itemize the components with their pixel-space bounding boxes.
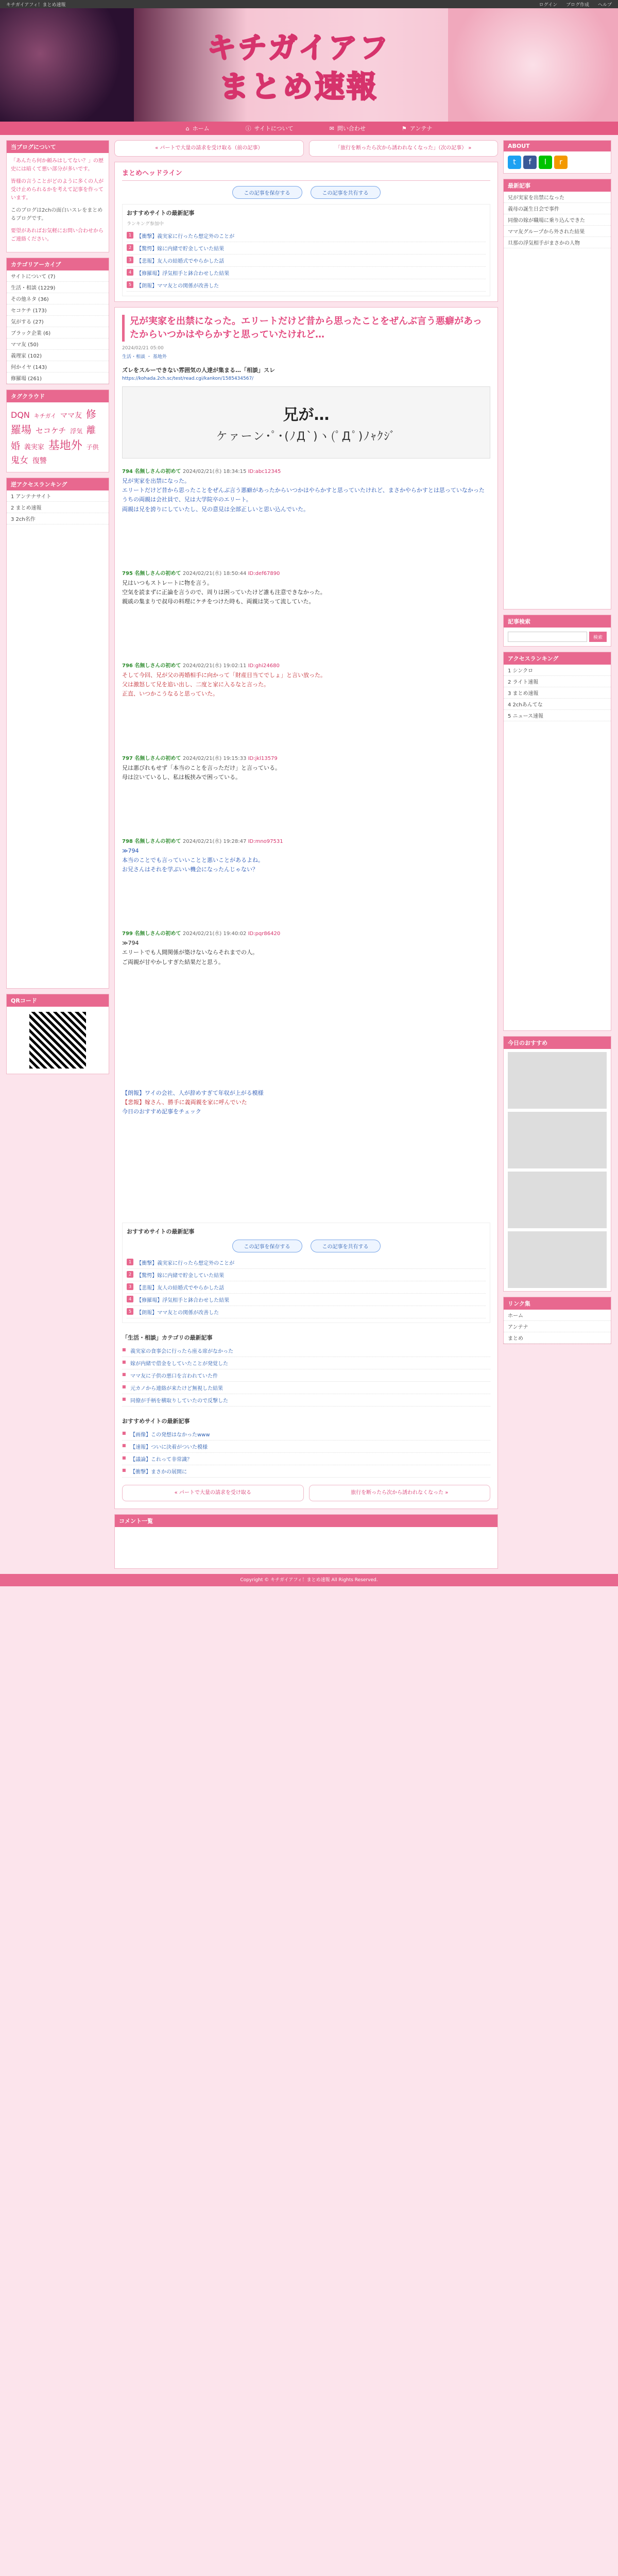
about-text: このブログは2chの面白いスレをまとめるブログです。 bbox=[11, 208, 103, 222]
top-link[interactable]: ヘルプ bbox=[597, 2, 612, 8]
recommend-sub: ランキング参加中 bbox=[127, 222, 164, 227]
main-content bbox=[114, 140, 498, 1569]
rank-badge: 1 bbox=[127, 232, 133, 239]
thread-post bbox=[122, 754, 490, 782]
rank-badge: 4 bbox=[127, 1296, 133, 1302]
qr-code-image bbox=[29, 1012, 86, 1069]
recommend-box bbox=[122, 204, 490, 296]
access-ranking-item[interactable]: 2 ライト速報 bbox=[504, 676, 611, 687]
recent-box bbox=[503, 179, 611, 609]
related-item[interactable]: ■ 義実家の食事会に行ったら座る席がなかった bbox=[122, 1345, 490, 1357]
top-bar bbox=[0, 0, 618, 8]
mail-icon: ✉ bbox=[329, 125, 334, 132]
access-ranking-item[interactable]: 1 シンクロ bbox=[504, 665, 611, 676]
search-title: 記事検索 bbox=[504, 615, 611, 628]
pickup-title: 今日のおすすめ bbox=[504, 1037, 611, 1049]
ranking-item[interactable]: 3 2ch名作 bbox=[7, 513, 109, 524]
rank-badge: 5 bbox=[127, 1308, 133, 1315]
facebook-icon[interactable]: f bbox=[523, 156, 537, 169]
rss-icon[interactable]: r bbox=[554, 156, 568, 169]
ranking-item[interactable]: 2 まとめ速報 bbox=[7, 502, 109, 513]
article-eyecatch bbox=[122, 386, 490, 459]
link-item[interactable]: ホーム bbox=[504, 1310, 611, 1321]
rank-badge: 2 bbox=[127, 1271, 133, 1278]
pickup-thumbnail[interactable] bbox=[508, 1112, 607, 1168]
link-list-item[interactable]: ■ 【速報】ついに決着がついた模様 bbox=[122, 1440, 490, 1453]
post-body: 兄は悪びれもせず「本当のことを言っただけ」と言っている。 母は泣いているし、私は板挟みで困っている。 bbox=[122, 764, 281, 781]
tag-link[interactable]: DQN bbox=[11, 410, 30, 420]
related-item[interactable]: ■ 嫁が内緒で借金をしていたことが発覚した bbox=[122, 1357, 490, 1369]
thread-post bbox=[122, 569, 490, 606]
comments-title: コメント一覧 bbox=[115, 1515, 497, 1527]
header-decoration-left bbox=[0, 8, 134, 122]
recommend-item[interactable]: 1 【衝撃】義実家に行ったら想定外のことが bbox=[127, 230, 486, 242]
qr-box-title: QRコード bbox=[7, 994, 109, 1007]
link-list bbox=[122, 1417, 490, 1478]
related-item[interactable]: ■ 同僚が手柄を横取りしていたので反撃した bbox=[122, 1394, 490, 1406]
pickup-thumbnail[interactable] bbox=[508, 1172, 607, 1228]
headline-box bbox=[114, 162, 498, 302]
home-icon: ⌂ bbox=[185, 125, 190, 132]
link-item[interactable]: アンテナ bbox=[504, 1321, 611, 1332]
share-article-button[interactable]: この記事を共有する bbox=[311, 186, 381, 199]
site-header bbox=[0, 8, 618, 122]
prev-article-link[interactable]: « パートで大量の請求を受け取る（前の記事） bbox=[114, 140, 304, 157]
thread-post bbox=[122, 929, 490, 967]
tag-link[interactable]: 鬼女 bbox=[11, 455, 28, 466]
category-item[interactable]: 義理家 (102) bbox=[7, 350, 109, 361]
recent-title: 最新記事 bbox=[504, 179, 611, 192]
access-ranking-title: アクセスランキング bbox=[504, 652, 611, 665]
about-text: 「あんたら何か頼みはしてない？」の歴史には暗くて悪い部分が多いです。 bbox=[11, 158, 104, 172]
about-box-title: 当ブログについて bbox=[7, 141, 109, 153]
link-list-item[interactable]: ■ 【衝撃】まさかの展開に bbox=[122, 1465, 490, 1478]
ranking-item[interactable]: 1 アンテナサイト bbox=[7, 490, 109, 502]
recommend-item[interactable]: 4 【修羅場】浮気相手と鉢合わせした結果 bbox=[127, 1294, 486, 1306]
recommend-item[interactable]: 1 【衝撃】義実家に行ったら想定外のことが bbox=[127, 1257, 486, 1269]
pickup-thumbnail[interactable] bbox=[508, 1231, 607, 1288]
top-bar-title: キチガイアフィ！まとめ速報 bbox=[6, 2, 66, 8]
link-item[interactable]: まとめ bbox=[504, 1332, 611, 1344]
thread-post bbox=[122, 467, 490, 514]
category-item[interactable]: サイトについて (7) bbox=[7, 270, 109, 282]
nav-item-about[interactable]: ⓘ サイトについて bbox=[245, 125, 294, 132]
about-text: 皆様の言うことがどのように多くの人が受け止められるかを考えて記事を作っています。 bbox=[11, 179, 104, 201]
tag-link[interactable]: 子供 bbox=[86, 444, 99, 451]
about-box bbox=[6, 140, 109, 252]
recent-item[interactable]: 旦那の浮気相手がまさかの人物 bbox=[504, 237, 611, 248]
recommend-item[interactable]: 4 【修羅場】浮気相手と鉢合わせした結果 bbox=[127, 267, 486, 279]
recommend-item[interactable]: 2 【驚愕】嫁に内緒で貯金していた結果 bbox=[127, 242, 486, 255]
link-list-item[interactable]: ■ 【画像】この発想はなかったwww bbox=[122, 1428, 490, 1440]
category-box bbox=[6, 258, 109, 384]
recommend-item[interactable]: 5 【朗報】ママ友との関係が改善した bbox=[127, 279, 486, 292]
top-link[interactable]: ブログ作成 bbox=[566, 2, 590, 8]
recent-item[interactable]: ママ友グループから外された結果 bbox=[504, 226, 611, 237]
search-input[interactable] bbox=[508, 632, 587, 642]
category-box-title: カテゴリアーカイブ bbox=[7, 258, 109, 270]
header-decoration-right bbox=[448, 8, 618, 122]
tag-link[interactable]: 基地外 bbox=[48, 439, 82, 452]
post-header: 798 名無しさんの初めて 2024/02/21(水) 19:28:47 ID:mno97531 bbox=[122, 838, 283, 844]
ranking-spacer bbox=[7, 524, 109, 988]
social-icons bbox=[504, 151, 611, 173]
qr-box bbox=[6, 994, 109, 1074]
access-ranking-item[interactable]: 4 2chあんてな bbox=[504, 699, 611, 710]
tag-link[interactable]: セコケチ bbox=[35, 426, 66, 435]
related-item[interactable]: ■ ママ友に子供の悪口を言われていた件 bbox=[122, 1369, 490, 1382]
about-text: 要望があればお気軽にお問い合わせからご連絡ください。 bbox=[11, 228, 104, 242]
article-pager-top bbox=[114, 140, 498, 157]
thread-post bbox=[122, 661, 490, 699]
post-header: 794 名無しさんの初めて 2024/02/21(水) 18:34:15 ID:abc12345 bbox=[122, 469, 281, 475]
logo-line-2: まとめ速報 bbox=[218, 69, 379, 104]
category-item[interactable]: 何かイヤ (143) bbox=[7, 361, 109, 372]
recent-item[interactable]: 義母の誕生日会で事件 bbox=[504, 203, 611, 214]
recommend-box-bottom bbox=[122, 1223, 490, 1323]
tag-link[interactable]: 修羅場 bbox=[11, 408, 96, 436]
save-article-button[interactable]: この記事を保存する bbox=[232, 186, 302, 199]
comments-body bbox=[115, 1527, 497, 1568]
recommend-item[interactable]: 3 【悲報】友人の結婚式でやらかした話 bbox=[127, 1281, 486, 1294]
access-spacer bbox=[504, 721, 611, 1030]
top-link[interactable]: ログイン bbox=[539, 2, 558, 8]
link-list-item[interactable]: ■ 【議論】これって非常識？ bbox=[122, 1453, 490, 1465]
outro-links bbox=[122, 1089, 490, 1116]
category-item[interactable]: ママ友 (50) bbox=[7, 338, 109, 350]
right-sidebar bbox=[503, 140, 611, 1569]
rank-badge: 1 bbox=[127, 1259, 133, 1265]
tag-link[interactable]: 離婚 bbox=[11, 425, 96, 452]
nav-item-antenna[interactable]: ⚑ アンテナ bbox=[401, 125, 433, 132]
article-category-link[interactable]: 生活・相談 bbox=[122, 354, 146, 360]
source-link[interactable]: https://kohada.2ch.sc/test/read.cgi/kankon/1585434567/ bbox=[122, 376, 254, 382]
eyecatch-main-text: 兄が… bbox=[283, 405, 330, 424]
post-gap bbox=[122, 883, 490, 929]
link-box-title: リンク集 bbox=[504, 1297, 611, 1310]
rank-badge: 2 bbox=[127, 244, 133, 251]
article-lead: ズレをスルーできない雰囲気の人達が集まる…「相談」スレ bbox=[122, 367, 275, 374]
tag-link[interactable]: ママ友 bbox=[60, 412, 82, 420]
twitter-icon[interactable]: t bbox=[508, 156, 521, 169]
recommend-item[interactable]: 2 【驚愕】嫁に内緒で貯金していた結果 bbox=[127, 1269, 486, 1281]
info-icon: ⓘ bbox=[245, 125, 251, 132]
category-item[interactable]: セコケチ (173) bbox=[7, 304, 109, 316]
line-icon[interactable]: l bbox=[539, 156, 552, 169]
category-item[interactable]: 修羅場 (261) bbox=[7, 372, 109, 384]
recent-item[interactable]: 同僚の嫁が職場に乗り込んできた bbox=[504, 214, 611, 226]
thread-post bbox=[122, 837, 490, 874]
link-box bbox=[503, 1297, 611, 1344]
nav-item-home[interactable]: ⌂ ホーム bbox=[185, 125, 210, 132]
main-nav bbox=[0, 122, 618, 135]
article-pager-bottom bbox=[122, 1485, 490, 1501]
search-box bbox=[503, 615, 611, 647]
tag-cloud-title: タグクラウド bbox=[7, 390, 109, 402]
post-gap bbox=[122, 615, 490, 661]
post-body: 兄はいつもストレートに物を言う。 空気を読まずに正論を言うので、周りは困っていたけど誰も注意できなかった。 親戚の集まりで叔母の料理にケチをつけた時も、両親は笑って流していた。 bbox=[122, 579, 326, 605]
profile-title: ABOUT bbox=[504, 141, 611, 151]
tag-link[interactable]: 復讐 bbox=[32, 457, 47, 465]
post-body: ≫794 本当のことでも言っていいことと悪いことがあるよね。 お兄さんはそれを学ぶいい機会になったんじゃない？ bbox=[122, 847, 264, 873]
save-article-button[interactable]: この記事を保存する bbox=[232, 1240, 302, 1252]
related-articles bbox=[122, 1333, 490, 1406]
next-article-link[interactable]: 「旅行を断ったら次から誘われなくなった」（次の記事） » bbox=[309, 140, 499, 157]
article-category-link[interactable]: 基地外 bbox=[152, 354, 167, 360]
site-logo[interactable] bbox=[139, 16, 458, 114]
tag-link[interactable]: キチガイ bbox=[33, 413, 57, 419]
prev-article-link[interactable]: « パートで大量の請求を受け取る bbox=[122, 1485, 304, 1501]
pickup-thumbnail[interactable] bbox=[508, 1052, 607, 1109]
profile-box bbox=[503, 140, 611, 174]
recommend-title: おすすめサイトの最新記事 bbox=[127, 1228, 195, 1235]
outro-link[interactable]: 【悲報】嫁さん、勝手に義両親を家に呼んでいた bbox=[122, 1098, 247, 1106]
category-item[interactable]: ブラック企業 (6) bbox=[7, 327, 109, 338]
recent-item[interactable]: 兄が実家を出禁になった bbox=[504, 192, 611, 203]
post-header: 796 名無しさんの初めて 2024/02/21(水) 19:02:11 ID:ghi24680 bbox=[122, 663, 280, 669]
access-ranking-box bbox=[503, 652, 611, 1031]
post-gap bbox=[122, 707, 490, 754]
post-body: そして今回、兄が父の再婚相手に向かって「財産目当てでしょ」と言い放った。 父は激怒して兄を追い出し、二度と家に入るなと言った。 正直、いつかこうなると思っていた。 bbox=[122, 672, 326, 698]
article-categories: 生活・相談 ・ 基地外 bbox=[122, 354, 167, 360]
tag-link[interactable]: 義実家 bbox=[24, 444, 44, 451]
next-article-link[interactable]: 旅行を断ったら次から誘われなくなった » bbox=[309, 1485, 491, 1501]
headline-title: まとめヘッドライン bbox=[122, 167, 490, 181]
post-body: 兄が実家を出禁になった。 エリートだけど昔から思ったことをぜんぶ言う悪癖があったからいつかはやらかすと思っていたけれど、まさかやらかすとは思っていなかった うちの両親は会社員で、兄は大学院卒のエリート。 両親は兄を誇りにしていたし、兄の意見は全部正しいと思い込んでいた。 bbox=[122, 478, 485, 513]
outro-link[interactable]: 【朗報】ワイの会社、人が辞めすぎて年収が上がる模様 bbox=[122, 1089, 264, 1096]
rank-badge: 3 bbox=[127, 1283, 133, 1290]
recent-spacer bbox=[504, 248, 611, 609]
recommend-item[interactable]: 5 【朗報】ママ友との関係が改善した bbox=[127, 1306, 486, 1318]
comments-section bbox=[114, 1514, 498, 1569]
post-body: ≫794 エリートでも人間関係が築けないならそれまでの人。 ご両親が甘やかしすぎた結果だと思う。 bbox=[122, 940, 258, 965]
tag-cloud-box bbox=[6, 389, 109, 472]
article-title: 兄が実家を出禁になった。エリートだけど昔から思ったことをぜんぶ言う悪癖があったからいつかはやらかすと思っていたけれど… bbox=[122, 315, 490, 342]
post-header: 797 名無しさんの初めて 2024/02/21(水) 19:15:33 ID:jkl13579 bbox=[122, 755, 278, 761]
nav-item-contact[interactable]: ✉ 問い合わせ bbox=[329, 125, 366, 132]
post-header: 799 名無しさんの初めて 2024/02/21(水) 19:40:02 ID:pqr86420 bbox=[122, 931, 281, 937]
antenna-icon: ⚑ bbox=[401, 125, 407, 132]
ranking-box bbox=[6, 478, 109, 989]
logo-line-1: キチガイアフ bbox=[207, 31, 390, 65]
rank-badge: 5 bbox=[127, 281, 133, 288]
pickup-box bbox=[503, 1036, 611, 1292]
site-footer: Copyright © キチガイアフィ！まとめ速報 All Rights Reserved. bbox=[0, 1574, 618, 1586]
top-bar-links bbox=[532, 1, 612, 8]
tag-link[interactable]: 浮気 bbox=[70, 428, 83, 435]
access-ranking-item[interactable]: 3 まとめ速報 bbox=[504, 687, 611, 699]
access-ranking-item[interactable]: 5 ニュース速報 bbox=[504, 710, 611, 721]
related-item[interactable]: ■ 元カノから連絡が来たけど無視した結果 bbox=[122, 1382, 490, 1394]
left-sidebar bbox=[6, 140, 109, 1569]
rank-badge: 4 bbox=[127, 269, 133, 276]
article bbox=[114, 307, 498, 1509]
eyecatch-sub-text: ケァーン･ﾟ･(ﾉД`)ヽ(ﾟДﾟ)ﾉｬｸｼﾞ bbox=[216, 430, 397, 443]
rank-badge: 3 bbox=[127, 257, 133, 263]
search-button[interactable]: 検索 bbox=[589, 632, 607, 642]
recommend-item[interactable]: 3 【悲報】友人の結婚式でやらかした話 bbox=[127, 255, 486, 267]
share-article-button[interactable]: この記事を共有する bbox=[311, 1240, 381, 1252]
category-item[interactable]: 気がする (27) bbox=[7, 316, 109, 327]
post-header: 795 名無しさんの初めて 2024/02/21(水) 18:50:44 ID:def67890 bbox=[122, 570, 280, 577]
article-gap bbox=[122, 1125, 490, 1217]
post-gap bbox=[122, 522, 490, 569]
article-date: 2024/02/21 05:00 bbox=[122, 346, 164, 351]
post-gap bbox=[122, 790, 490, 837]
article-gap bbox=[122, 975, 490, 1089]
related-title: 「生活・相談」カテゴリの最新記事 bbox=[122, 1334, 213, 1342]
outro-link[interactable]: 今日のおすすめ記事をチェック bbox=[122, 1108, 201, 1115]
category-item[interactable]: その他ネタ (36) bbox=[7, 293, 109, 304]
category-item[interactable]: 生活・相談 (1229) bbox=[7, 282, 109, 293]
ranking-box-title: 逆アクセスランキング bbox=[7, 478, 109, 490]
link-list-title: おすすめサイトの最新記事 bbox=[122, 1418, 190, 1425]
recommend-title: おすすめサイトの最新記事 bbox=[127, 210, 195, 216]
